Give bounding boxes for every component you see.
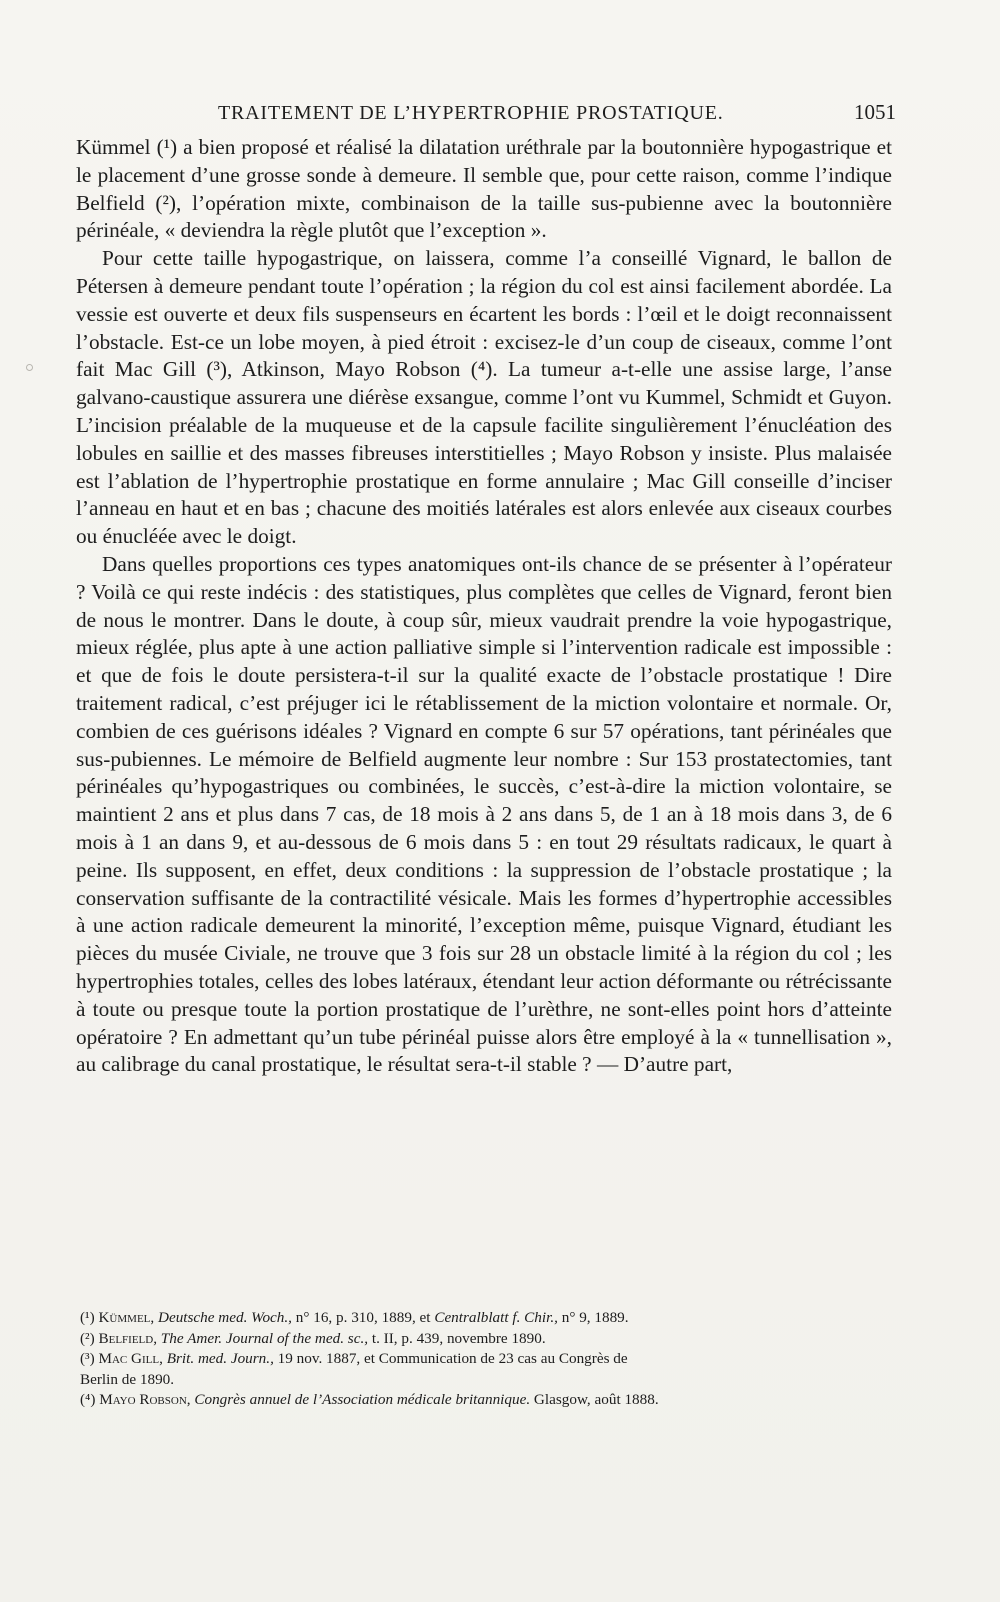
footnote <box>80 1308 892 1329</box>
footnote-work: Brit. med. Journ., <box>166 1350 274 1367</box>
footnote-text: n° 9, 1889. <box>561 1309 629 1326</box>
running-head <box>78 96 896 130</box>
paper-speck <box>26 364 33 371</box>
footnotes <box>80 1308 892 1411</box>
footnote-work: Centralblatt f. Chir., <box>434 1309 558 1326</box>
footnote-mark: (³) <box>80 1350 95 1367</box>
footnote-mark: (²) <box>80 1329 95 1347</box>
footnote-work: Congrès annuel de l’Association médicale britannique. <box>194 1391 531 1408</box>
footnote-work: The Amer. Journal of the med. sc., <box>160 1329 369 1347</box>
footnote <box>80 1329 892 1350</box>
page-number: 1051 <box>854 100 896 124</box>
footnote-text: Glasgow, août 1888. <box>533 1391 659 1408</box>
footnote-author: Mac Gill, <box>98 1350 163 1367</box>
body-text <box>76 134 892 1079</box>
footnote-work: Deutsche med. Woch., <box>157 1309 292 1326</box>
paragraph: Dans quelles proportions ces types anatomiques ont-ils chance de se présenter à l’opérateur ? Voilà ce qui reste indécis : des statistiques, plus complètes que celles de Vignard, feront bien de nous le montrer. Dans le doute, à coup sûr, mieux vaudrait prendre la voie hypogastrique, mieux réglée, plus apte à une action palliative simple si l’intervention radicale est impossible : et que de fois le doute persistera-t-il sur la qualité exacte de l’obstacle prostatique ! Dire traitement radical, c’est préjuger ici le rétablissement de la miction volontaire et normale. Or, combien de ces guérisons idéales ? Vignard en compte 6 sur 57 opérations, tant périnéales que sus-pubiennes. Le mémoire de Belfield augmente leur nombre : Sur 153 prostatectomies, tant périnéales qu’hypogastriques ou combinées, le succès, c’est-à-dire la miction volontaire, se maintient 2 ans et plus dans 7 cas, de 18 mois à 2 ans dans 5, de 1 an à 18 mois dans 3, de 6 mois à 1 an dans 9, et au-dessous de 6 mois dans 5 : en tout 29 résultats radicaux, le quart à peine. Ils supposent, en effet, deux conditions : la suppression de l’obstacle prostatique ; la conservation suffisante de la contractilité vésicale. Mais les formes d’hypertrophie accessibles à une action radicale demeurent la minorité, l’exception même, puisque Vignard, étudiant les pièces du musée Civiale, ne trouve que 3 fois sur 28 un obstacle limité à la région du col ; les hypertrophies totales, celles des lobes latéraux, étendant leur action déformante ou rétrécissante à toute ou presque toute la portion prostatique de l’urèthre, ne sont-elles point hors d’atteinte opératoire ? En admettant qu’un tube périnéal puisse alors être employé à la « tunnellisation », au calibrage du canal prostatique, le résultat sera-t-il stable ? — D’autre part, <box>76 551 892 1077</box>
footnote-mark: (¹) <box>80 1309 95 1326</box>
footnote-author: Kümmel, <box>98 1309 155 1326</box>
footnote-text: Berlin de 1890. <box>80 1370 175 1388</box>
footnote <box>80 1390 892 1411</box>
footnote-author: Mayo Robson, <box>99 1391 191 1408</box>
footnote-author: Belfield, <box>98 1329 157 1347</box>
paragraph: Pour cette taille hypogastrique, on laissera, comme l’a conseillé Vignard, le ballon de Pétersen à demeure pendant toute l’opération ; la région du col est ainsi facilement abordée. La vessie est ouverte et deux fils suspenseurs en écartent les bords : l’œil et le doigt reconnaissent l’obstacle. Est-ce un lobe moyen, à pied étroit : excisez-le d’un coup de ciseaux, comme l’ont fait Mac Gill (³), Atkinson, Mayo Robson (⁴). La tumeur a-t-elle une assise large, l’anse galvano-caustique assurera une diérèse exsangue, comme l’ont vu Kummel, Schmidt et Guyon. L’incision préalable de la muqueuse et de la capsule facilite singulièrement l’énucléation des lobules en saillie et des masses fibreuses interstitielles ; Mayo Robson y insiste. Plus malaisée est l’ablation de l’hypertrophie prostatique en forme annulaire ; Mac Gill conseille d’inciser l’anneau en haut et en bas ; chacune des moitiés latérales est alors enlevée aux ciseaux courbes ou énucléée avec le doigt. <box>76 246 892 549</box>
paragraph: Kümmel (¹) a bien proposé et réalisé la dilatation uréthrale par la boutonnière hypogastrique et le placement d’une grosse sonde à demeure. Il semble que, pour cette raison, comme l’indique Belfield (²), l’opération mixte, combinaison de la taille sus-pubienne avec la boutonnière périnéale, « deviendra la règle plutôt que l’exception ». <box>76 135 892 243</box>
footnote-mark: (⁴) <box>80 1391 96 1408</box>
footnote-continuation <box>80 1370 892 1391</box>
footnote <box>80 1349 892 1370</box>
footnote-text: 19 nov. 1887, et Communication de 23 cas au Congrès de <box>277 1350 628 1367</box>
footnote-text: n° 16, p. 310, 1889, et <box>295 1309 431 1326</box>
running-title: TRAITEMENT DE L’HYPERTROPHIE PROSTATIQUE. <box>218 102 724 124</box>
footnote-text: t. II, p. 439, novembre 1890. <box>371 1329 546 1347</box>
